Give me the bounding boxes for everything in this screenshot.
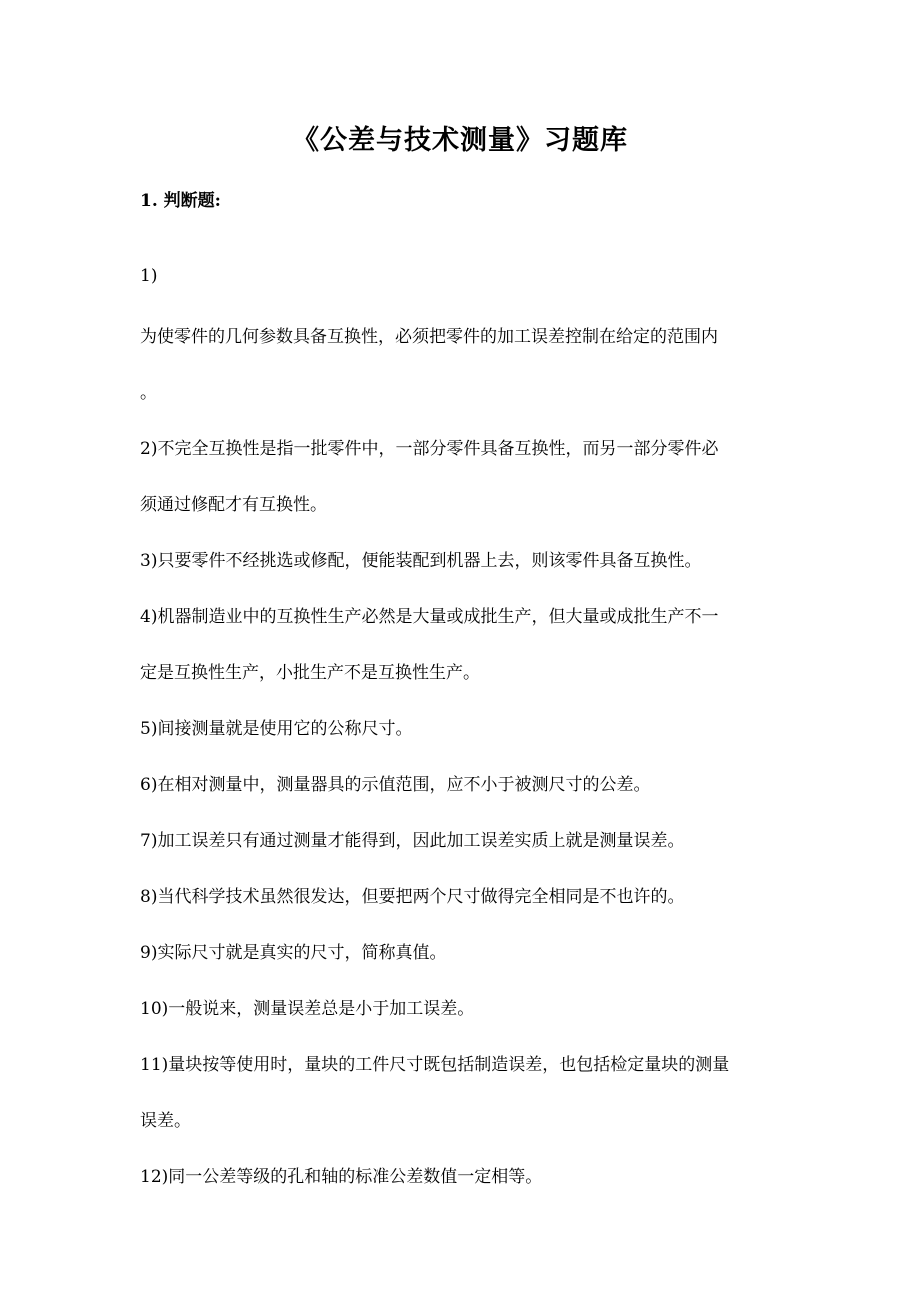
text-line: 11)量块按等使用时，量块的工件尺寸既包括制造误差，也包括检定量块的测量: [140, 1055, 730, 1075]
text-line: 4)机器制造业中的互换性生产必然是大量或成批生产，但大量或成批生产不一: [140, 607, 719, 627]
text-line: 。: [140, 383, 157, 403]
text-line: 为使零件的几何参数具备互换性，必须把零件的加工误差控制在给定的范围内: [140, 327, 718, 347]
text-line: 9)实际尺寸就是真实的尺寸，简称真值。: [140, 943, 447, 963]
section-heading: 1. 判断题:: [140, 191, 221, 211]
text-line: 误差。: [140, 1111, 191, 1131]
text-line: 定是互换性生产，小批生产不是互换性生产。: [140, 663, 480, 683]
text-line: 8)当代科学技术虽然很发达，但要把两个尺寸做得完全相同是不也许的。: [140, 887, 685, 907]
text-line: 5)间接测量就是使用它的公称尺寸。: [140, 719, 413, 739]
text-line: 3)只要零件不经挑选或修配，便能装配到机器上去，则该零件具备互换性。: [140, 551, 702, 571]
document-title: 《公差与技术测量》习题库: [292, 125, 628, 156]
text-line: 2)不完全互换性是指一批零件中，一部分零件具备互换性，而另一部分零件必: [140, 439, 719, 459]
text-line: 10)一般说来，测量误差总是小于加工误差。: [140, 999, 475, 1019]
text-line: 12)同一公差等级的孔和轴的标准公差数值一定相等。: [140, 1167, 543, 1187]
text-line: 1): [140, 266, 158, 286]
text-line: 6)在相对测量中，测量器具的示值范围，应不小于被测尺寸的公差。: [140, 775, 651, 795]
text-line: 须通过修配才有互换性。: [140, 495, 327, 515]
text-line: 7)加工误差只有通过测量才能得到，因此加工误差实质上就是测量误差。: [140, 831, 685, 851]
